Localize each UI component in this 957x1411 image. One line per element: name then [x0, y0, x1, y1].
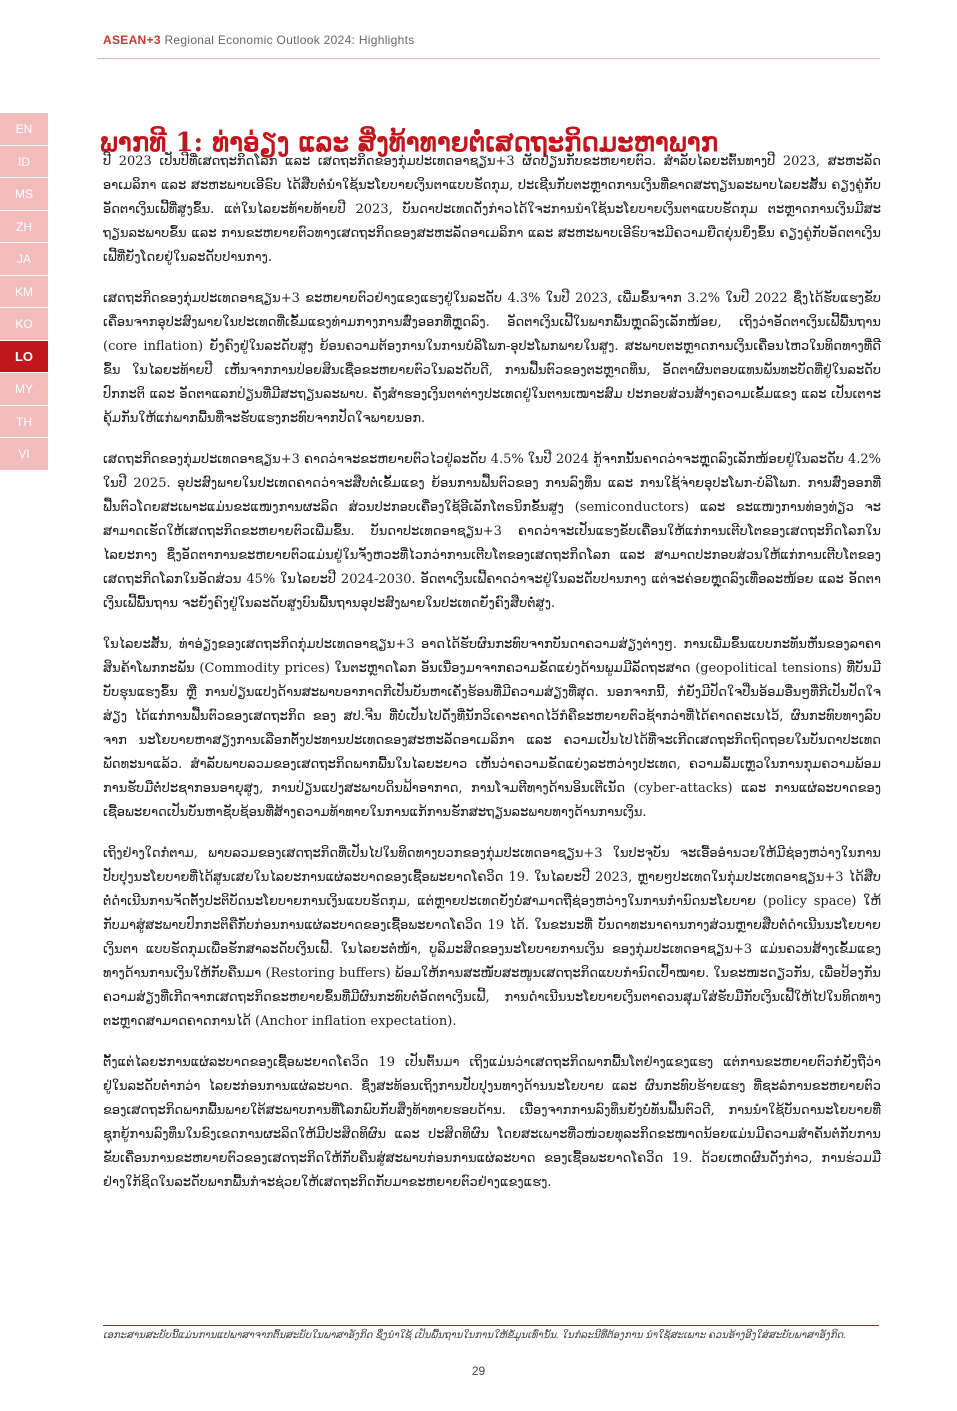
- lang-tab-id[interactable]: ID: [0, 146, 48, 179]
- lang-tab-km[interactable]: KM: [0, 276, 48, 309]
- lang-tab-th[interactable]: TH: [0, 406, 48, 439]
- paragraph-1: ປີ 2023 ເປັນປີທີ່ເສດຖະກິດໂລກ ແລະ ເສດຖະກິດຂອງກຸ່ມປະເທດອາຊຽນ+3 ຜັດປ່ຽນກັບຂະຫຍາຍຕົວ. ສຳລັບໄລຍະຕົ້ນທາງປີ 2023, ສະຫະລັດອາເມລິກາ ແລະ ສະຫະພາບເອີຣົບ ໄດ້ສືບຕໍ່ນຳໃຊ້ນະໂຍບາຍເງິນຕາແບບຮັດກຸມ, ປະເຊີນກັບຕະຫຼາດການເງິນທີ່ຂາດສະຖຽນລະພາບໄລຍະສັ້ນ ຄຽງຄູ່ກັບອັດຕາເງິນເຟີ້ທີ່ສູງຂຶ້ນ. ແຕ່ໃນໄລຍະທ້າຍທ້າຍປີ 2023, ບັນດາປະເທດດັ່ງກ່າວໄດ້ໃຈະການນຳໃຊ້ນະໂຍບາຍເງິນຕາແບບຮັດກຸມ ຕະຫຼາດການເງິນມີສະຖຽນລະພາບຂຶ້ນ ແລະ ການຂະຫຍາຍຕົວທາງເສດຖະກິດຂອງສະຫະລັດອາເມລິກາ ແລະ ສະຫະພາບເອີຣົບຈະມີຄວາມຍືດຍຸ່ນຍິ່ງຂຶ້ນ ຄຽງຄູ່ກັບອັດຕາເງິນເຟີ້ທີ່ຍັງໂດຍຢູ່ໃນລະດັບປານກາງ.: [103, 154, 881, 265]
- body-text: [103, 150, 881, 1212]
- paragraph-2: ເສດຖະກິດຂອງກຸ່ມປະເທດອາຊຽນ+3 ຂະຫຍາຍຕົວຢ່າງແຂງແຮງຢູ່ໃນລະດັບ 4.3% ໃນປີ 2023, ເພີ່ມຂຶ້ນຈາກ 3.2% ໃນປີ 2022 ຊຶ່ງໄດ້ຮັບແຮງຂັບເຄື່ອນຈາກອຸປະສົງພາຍໃນປະເທດທີ່ເຂັ້ມແຂງທ່າມກາງການສົ່ງອອກທີ່ຫຼຸດລົງ. ອັດຕາເງິນເຟີ້ໃນພາກພື້ນຫຼຸດລົງເລັກໜ້ອຍ, ເຖິງວ່າອັດຕາເງິນເຟີ້ພື້ນຖານ (core inflation) ຍັງຄົງຢູ່ໃນລະດັບສູງ ຍ້ອນຄວາມຕ້ອງການໃນການບໍລິໂພກ-ອຸປະໂພກພາຍໃນສູງ. ສະພາບຕະຫຼາດການເງິນເຄື່ອນໄຫວໃນທິດທາງທີ່ດີຂຶ້ນ ໃນໄລຍະທ້າຍປີ ເຫັນຈາກການປ່ອຍສິນເຊື່ອຂະຫຍາຍຕົວໃນລະດັບດີ, ການຟື້ນຕົວຂອງຕະຫຼາດທຶນ, ອັດຕາຜົນຕອບແທນພັນທະບັດທີ່ຢູ່ໃນລະດັບປົກກະຕິ ແລະ ອັດຕາແລກປ່ຽນທີ່ມີສະຖຽນລະພາບ. ຄັງສຳຮອງເງິນຕາຕ່າງປະເທດຢູ່ໃນຕານເໝາະສົມ ປະກອບສ່ວນສ້າງຄວາມເຂັ້ມແຂງ ແລະ ເປັນເຕາະຄຸ້ມກັນໃຫ້ແກ່ພາກພື້ນທີ່ຈະຮັບແຮງກະທົບຈາກປັດໃຈພາຍນອກ.: [103, 291, 881, 426]
- translation-footnote: ເອກະສານສະບັບນີ້ແມ່ນການແປພາສາຈາກຕົ້ນສະບັບໃນພາສາອັງກິດ ຊຶ່ງນຳໃຊ້ ເປັນພື້ນຖານໃນການໃຫ້ຂໍ້ມູນເທົ່ານັ້ນ. ໃນກໍລະນີທີ່ຕ້ອງການ ນຳໃຊ້ສະເພາະ ຄວນອ້າງອີງໃສ່ສະບັບພາສາອັງກິດ.: [103, 1325, 879, 1341]
- lang-tab-ms[interactable]: MS: [0, 178, 48, 211]
- lang-tab-ja[interactable]: JA: [0, 243, 48, 276]
- report-title: Regional Economic Outlook 2024: Highlights: [164, 33, 415, 47]
- lang-tab-zh[interactable]: ZH: [0, 211, 48, 244]
- paragraph-3: ເສດຖະກິດຂອງກຸ່ມປະເທດອາຊຽນ+3 ຄາດວ່າຈະຂະຫຍາຍຕົວໄວຢູ່ລະດັບ 4.5% ໃນປີ 2024 ກູ້ຈາກນັ້ນຄາດວ່າຈະຫຼຸດລົງເລັກໜ້ອຍຢູ່ໃນລະດັບ 4.2% ໃນປີ 2025. ອຸປະສົງພາຍໃນປະເທດຄາດວ່າຈະສືບຕໍ່ເຂັ້ມແຂງ ຍ້ອນການຟື້ນຕົວຂອງ ການລົງທຶນ ແລະ ການໃຊ້ຈ່າຍອຸປະໂພກ-ບໍລິໂພກ. ການສົ່ງອອກທີ່ຟື້ນຕົວໂດຍສະເພາະແມ່ນຂະແໜງການຜະລິດ ສ່ວນປະກອບເຄື່ອງໃຊ້ອີເລັກໂຕຣນິກຂັ້ນສູງ (semiconductors) ແລະ ຂະແໜງການທ່ອງທ່ຽວ ຈະສາມາດເຮັດໃຫ້ເສດຖະກິດຂະຫຍາຍຕົວເພີ່ມຂຶ້ນ. ບັນດາປະເທດອາຊຽນ+3 ຄາດວ່າຈະເປັນແຮງຂັບເຄື່ອນໃຫ້ແກ່ການເຕີບໂຕຂອງເສດຖະກິດໂລກໃນໄລຍະກາງ ຊຶ່ງອັດຕາການຂະຫຍາຍຕົວແມ່ນຢູ່ໃນຈັງຫວະທີ່ໄວກວ່າການເຕີບໂຕຂອງເສດຖະກິດໂລກ ແລະ ສາມາດປະກອບສ່ວນໃຫ້ແກ່ການເຕີບໂຕຂອງເສດຖະກິດໂລກໃນອັດສ່ວນ 45% ໃນໄລຍະປີ 2024-2030. ອັດຕາເງິນເຟີ້ຄາດວ່າຈະຢູ່ໃນລະດັບປານກາງ ແຕ່ຈະຄ່ອຍຫຼຸດລົງເທື່ອລະໜ້ອຍ ແລະ ອັດຕາເງິນເຟີ້ພື້ນຖານ ຈະຍັງຄົງຢູ່ໃນລະດັບສູງບົນພື້ນຖານອຸປະສົງພາຍໃນປະເທດຍັງຄົງສືບຕໍ່ສູງ.: [103, 452, 881, 611]
- header-divider: [97, 58, 880, 59]
- report-brand: ASEAN+3: [103, 33, 161, 47]
- lang-tab-en[interactable]: EN: [0, 113, 48, 146]
- lang-tab-my[interactable]: MY: [0, 373, 48, 406]
- page-number: 29: [471, 1364, 486, 1378]
- lang-tab-lo[interactable]: LO: [0, 341, 48, 374]
- paragraph-5: ເຖິງຢ່າງໃດກໍຕາມ, ພາບລວມຂອງເສດຖະກິດທີ່ເປັນໄປໃນທິດທາງບວກຂອງກຸ່ມປະເທດອາຊຽນ+3 ໃນປະຈຸບັນ ຈະເອື້ອອຳນວຍໃຫ້ມີຊ່ອງຫວ່າງໃນການປັບປຸງນະໂຍບາຍທີ່ໄດ້ສູນເສຍໃນໄລຍະການແຜ່ລະບາດຂອງເຊື້ອພະຍາດໂຄວິດ 19. ໃນໄລຍະປີ 2023, ຫຼາຍໆປະເທດໃນກຸ່ມປະເທດອາຊຽນ+3 ໄດ້ສືບຕໍ່ດຳເນີນການຈັດຕັ້ງປະຕິບັດນະໂຍບາຍການເງິນແບບຮັດກຸມ, ແຕ່ຫຼາຍປະເທດຍັງບໍ່ສາມາດຖືຊ່ອງຫວ່າງໃນການກຳນົດນະໂຍບາຍ (policy space) ໃຫ້ກັບມາສູ່ສະພາບປົກກະຕິຄືກັບກ່ອນການແຜ່ລະບາດຂອງເຊື້ອພະຍາດໂຄວິດ 19 ໄດ້. ໃນຂະນະທີ່ ບັນດາທະນາຄານກາງສ່ວນຫຼາຍສືບຕໍ່ດຳເນີນນະໂຍບາຍເງິນຕາ ແບບຮັດກຸມເພື່ອຮັກສາລະດັບເງິນເຟີ້. ໃນໄລຍະຕໍ່ໜ້າ, ບູລິມະສິດຂອງນະໂຍບາຍການເງິນ ຂອງກຸ່ມປະເທດອາຊຽນ+3 ແມ່ນຄວນສ້າງເຂັ້ມແຂງທາງດ້ານການເງິນໃຫ້ກັບຄືນມາ (Restoring buffers) ພ້ອມໃຫ້ການສະໜັບສະໜູນເສດຖະກິດແບບກຳນົດເປົ້າໝາຍ. ໃນຂະໜະດຽວກັນ, ເພື່ອປ້ອງກັນ ຄວາມສ່ຽງທີ່ເກີດຈາກເສດຖະກິດຂະຫຍາຍຂຶ້ນທີ່ມີຜົນກະທົບຕໍ່ອັດຕາເງິນເຟີ້, ການດຳເນີນນະໂຍບາຍເງິນຕາຄວນສຸມໃສ່ຮັບມືກັບເງິນເຟີ້ໃຫ້ໄປໃນທິດທາງຕະຫຼາດສາມາດຄາດການໄດ້ (Anchor inflation expectation).: [103, 846, 881, 1029]
- paragraph-6: ຕັ້ງແຕ່ໄລຍະການແຜ່ລະບາດຂອງເຊື້ອພະຍາດໂຄວິດ 19 ເປັນຕົ້ນມາ ເຖິງແມ່ນວ່າເສດຖະກິດພາກພື້ນໂຕຢ່າງແຂງແຮງ ແຕ່ການຂະຫຍາຍຕົວກໍຍັງຖືວ່າຢູ່ໃນລະດັບຕໍ່າກວ່າ ໄລຍະກ່ອນການແຜ່ລະບາດ. ຊຶ່ງສະທ້ອນເຖິງການປັບປຸງນທາງດ້ານນະໂຍບາຍ ແລະ ຜົນກະທົບຮ້າຍແຮງ ທີ່ຊະລໍການຂະຫຍາຍຕົວຂອງເສດຖະກິດພາກພື້ນພາຍໃຕ້ສະພາບການທີ່ໂລກພົບກັບສິ່ງທ້າທາຍຮອບດ້ານ. ເນື່ອງຈາກການລົງທຶນຍັງບໍ່ທັນຟື້ນຕົວດີ, ການນຳໃຊ້ບັນດານະໂຍບາຍທີ່ ຊຸກຍູ້ການລົງທຶນໃນຂົງເຂດການຜະລິດໃຫ້ມີປະສິດທິຜົນ ແລະ ປະສິດທິຜົນ ໂດຍສະເພາະທີ່ວໜ່ວຍທຸລະກິດຂະໜາດນ້ອຍແມ່ນມີຄວາມສຳຄັນຕໍ່ກັບການຂັບເຄື່ອນການຂະຫຍາຍຕົວຂອງເສດຖະກິດໃຫ້ກັບຄືນສູ່ສະພາບກ່ອນການແຜ່ລະບາດ ຂອງເຊື້ອພະຍາດໂຄວິດ 19. ດ້ວຍເຫດຜົນດັ່ງກ່າວ, ການຮ່ວມມືຢ່າງໃກ້ຊິດໃນລະດັບພາກພື້ນກໍຈະຊ່ວຍໃຫ້ເສດຖະກິດກັບມາຂະຫຍາຍຕົວຢ່າງແຂງແຮງ.: [103, 1055, 881, 1190]
- section-title: ພາກທີ 1: ທ່າອ່ຽງ ແລະ ສິ່ງທ້າທາຍຕໍ່ເສດຖະກິດມະຫາພາກ: [100, 128, 719, 159]
- paragraph-4: ໃນໄລຍະສັ້ນ, ທ່າອ່ຽງຂອງເສດຖະກິດກຸ່ມປະເທດອາຊຽນ+3 ອາດໄດ້ຮັບຜົນກະທົບຈາກບັນດາຄວາມສ່ຽງຕ່າງໆ. ການເພີ່ມຂຶ້ນແບບກະທັນຫັນຂອງລາຄາສິນຄ້າໂພກກະພັນ (Commodity prices) ໃນຕະຫຼາດໂລກ ອັນເນື່ອງມາຈາກຄວາມຂັດແຍ່ງດ້ານພູມມີລັດຖະສາດ (geopolitical tensions) ທີ່ບັນມີບັບຮຸນແຮງຂຶ້ນ ຫຼື ການປ່ຽນແປງດ້ານສະພາບອາກາດກີເປັນບັນຫາເຄັ່ງຮ້ອນທີ່ມີຄວາມສ່ຽງທີ່ສຸດ. ນອກຈາກນີ້, ກໍຍັງມີປັດໃຈປີ່ນອ້ອມອື່ນໆທີ່ກີເປັນປັດໃຈສ່ຽງ ໄດ້ແກ່ການຟື້ນຕົວຂອງເສດຖະກິດ ຂອງ ສປ.ຈີນ ທີ່ບໍ່ເປັນໄປດັ່ງທີ່ນັກວິເຄາະຄາດໄວ້ກໍຄືຂະຫຍາຍຕົວຊ້າກວ່າທີ່ໄດ້ຄາດຄະເນໄວ້, ຜົນກະທົບທາງລົບຈາກ ນະໂຍບາຍຫາສຽງການເລືອກຕັ້ງປະທານປະເທດຂອງສະຫະລັດອາເມລິກາ ແລະ ຄວາມເປັນໄປໄດ້ທີ່ຈະເກີດເສດຖະກິດຖົດຖອຍໃນບັນດາປະເທດພັດທະນາແລ້ວ. ສຳລັບພາບລວມຂອງເສດຖະກິດພາກພື້ນໃນໄລຍະຍາວ ເຫັນວ່າຄວາມຂັດແຍ່ງລະຫວ່າງປະເທດ, ຄວາມລົ້ມເຫຼວໃນການກຸມຄວາມພ້ອມການຮັບມືຕໍ່ປະຊາກອນອາຍຸສູງ, ການປ່ຽນແປງສະພາບດິນຟ້າອາກາດ, ການໂຈມຕີທາງດ້ານອິນເຕີເນັດ (cyber-attacks) ແລະ ການແຜ່ລະບາດຂອງເຊື້ອພະຍາດເປັນບັນຫາຊັບຊ້ອນທີ່ສ້າງຄວາມທ້າທາຍໃນການແກ້ການຮັກສະຖຽນລະພາບທາງດ້ານການເງິນ.: [103, 637, 881, 820]
- running-header: [103, 33, 415, 47]
- lang-tab-ko[interactable]: KO: [0, 308, 48, 341]
- lang-tab-vi[interactable]: VI: [0, 438, 48, 471]
- language-tabs: [0, 113, 48, 471]
